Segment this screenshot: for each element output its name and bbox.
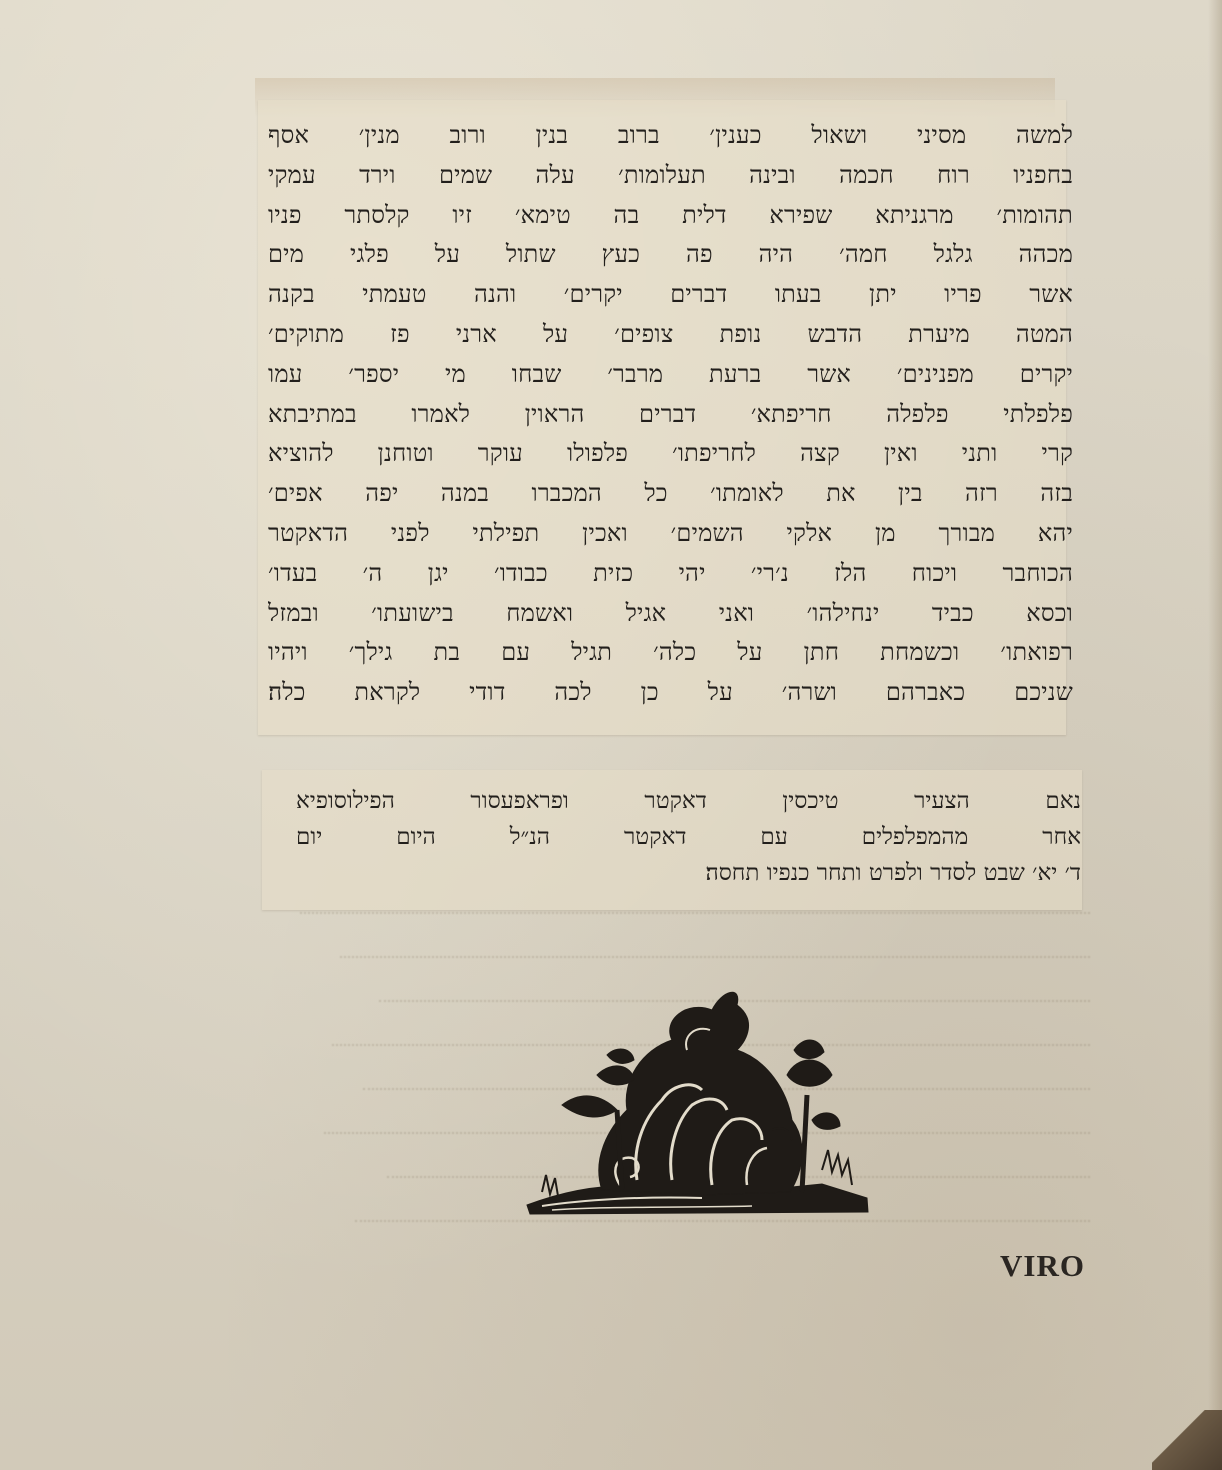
catchword: VIRO <box>1000 1248 1085 1283</box>
text-line: יקרים מפנינים׳ אשר ברעת מרבר׳ שבחו מי יספר׳ עמו <box>268 359 1073 388</box>
signature-line: אחר מהמפלפלים עם דאקטר הנ״ל היום יום <box>296 824 1081 850</box>
text-line: וכסא כביד ינחילהו׳ ואני אגיל ואשמח בישועתו׳ ובמזל <box>268 598 1073 627</box>
signature-block <box>296 783 1081 891</box>
signature-line: נאם הצעיר טיכסין דאקטר ופראפעסור הפילוסופיא <box>296 788 1081 814</box>
text-line: המטה מיערת הדבש נופת צופים׳ על ארני פז מתוקים׳ <box>268 319 1073 348</box>
main-hebrew-text <box>268 116 1073 713</box>
text-line: בזה רזה בין את לאומתו׳ כל המכברו במנה יפה אפים׳ <box>268 479 1073 508</box>
text-line: שניכם כאברהם ושרה׳ על כן לכה דודי לקראת כלה׃ <box>268 678 1073 707</box>
signature-line: ד׳ יא׳ שבט לסדר ולפרט ותחר כנפיו תחסה׃ <box>705 860 1081 886</box>
text-line: יהא מבורך מן אלקי השמים׳ ואכין תפילתי לפני הדאקטר <box>268 518 1073 547</box>
text-line: אשר פריו יתן בעתו דברים יקרים׳ והנה טעמתי בקנה <box>268 280 1073 309</box>
text-line: למשה מסיני ושאול כענין׳ ברוב בנין ורוב מנין׳ אסף <box>268 121 1073 149</box>
page-edge-shadow <box>1208 0 1222 1470</box>
woodcut-ornament <box>522 980 874 1218</box>
text-line: מכהה גלגל חמה׳ היה פה כעץ שתול על פלגי מים <box>268 240 1073 269</box>
text-line: בחפניו רוח חכמה ובינה תעלומות׳ עלה שמים וירד עמקי <box>268 160 1073 189</box>
text-line: הכוחבר ויכוח הלז נ׳רי׳ יהי כזית כבודו׳ יגן ה׳ בעדו׳ <box>268 558 1073 587</box>
text-line: רפואתו׳ וכשמחת חתן על כלה׳ תגיל עם בת גילך׳ ויהיו <box>268 638 1073 667</box>
text-line: תהומות׳ מרגניתא שפירא דלית בה טימא׳ זיו קלסתר פניו <box>268 200 1073 229</box>
text-line: פלפלתי פלפלה חריפתא׳ דברים הראוין לאמרו במתיבתא <box>268 399 1073 428</box>
text-line: קרי ותני ואין קצה לחריפתו׳ פלפולו עוקר וטוחנן להוציא <box>268 439 1073 468</box>
binding-corner <box>1152 1410 1222 1470</box>
